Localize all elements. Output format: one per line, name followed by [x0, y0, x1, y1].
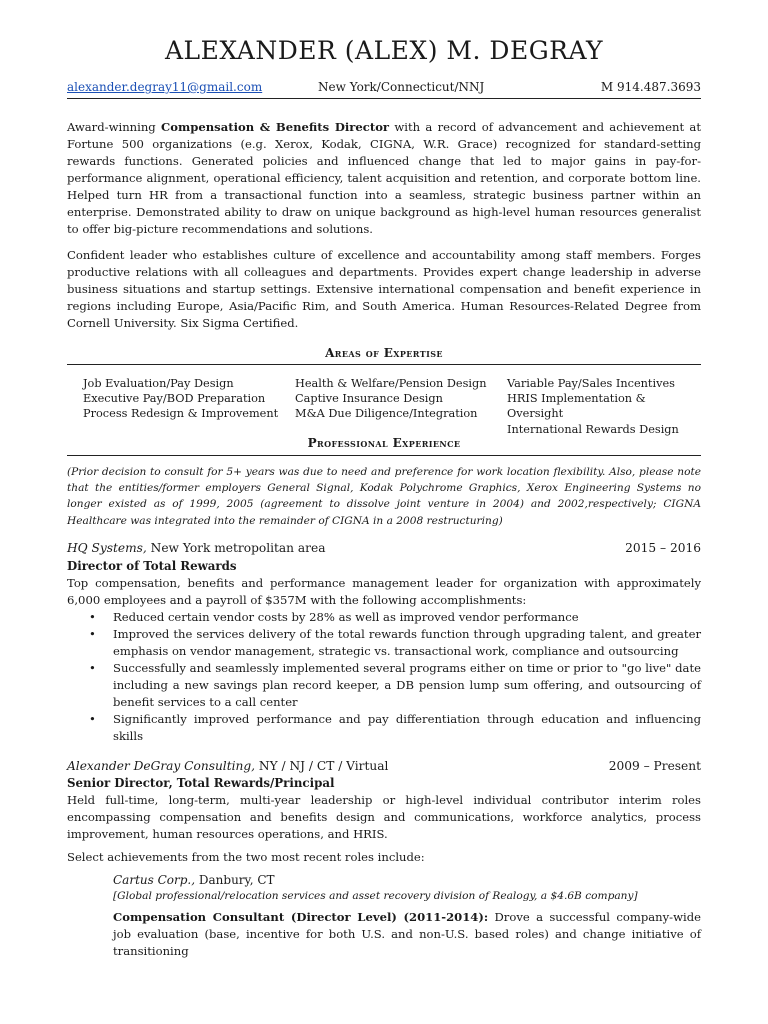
bullet-icon: • [89, 627, 96, 641]
expertise-column-1 [83, 376, 278, 422]
summary-paragraph-1 [67, 119, 701, 238]
bullet-icon: • [89, 610, 96, 624]
job-1-company: HQ Systems, [67, 541, 147, 555]
client-role-text: Drove a successful company-wide job evaluation (base, incentive for both U.S. and non-U.S. based roles) and change initiative of transitioning [113, 910, 701, 958]
summary-body: with a record of advancement and achievement at Fortune 500 organizations (e.g. Xerox, Kodak, CIGNA, W.R. Grace) recognized for standard-setting rewards functions. Generated policies and influenced change that led to major gains in pay-for-performance alignment, operational efficiency, talent acquisition and retention, and corporate bottom line. Helped turn HR from a transactional function into a seamless, strategic business partner within an enterprise. Demonstrated ability to draw on unique background as high-level human resources generalist to offer big-picture recommendations and solutions. [67, 120, 701, 236]
job-1-location: New York metropolitan area [146, 541, 326, 555]
expertise-item: International Rewards Design [507, 422, 679, 436]
location: New York/Connecticut/NNJ [318, 80, 485, 94]
job-1-bullets [67, 609, 701, 745]
job-2-company: Alexander DeGray Consulting, [67, 759, 256, 773]
summary-role: Compensation & Benefits Director [161, 120, 390, 134]
expertise-item: HRIS Implementation & Oversight [507, 392, 646, 421]
client-location: Danbury, CT [195, 873, 275, 887]
job-2-header [67, 759, 701, 773]
list-item: • Successfully and seamlessly implemented several programs either on time or prior to "go live" date including a new savings plan record keeper, a DB pension lump sum offering, and outsourcing of benefit services to a call center [89, 661, 701, 709]
job-2-title: Senior Director, Total Rewards/Principal [67, 776, 335, 790]
experience-divider [67, 455, 701, 456]
job-2-description: Held full-time, long-term, multi-year leadership or high-level individual contributor interim roles encompassing compensation and benefits design and communications, workforce analytics, process improvement, human resources operations, and HRIS. [67, 793, 701, 841]
contact-bar [67, 80, 701, 99]
summary-intro: Award-winning [67, 120, 162, 134]
summary-paragraph-2: Confident leader who establishes culture of excellence and accountability among staff members. Forges productive relations with all colleagues and departments. Provides expert change leadership in adverse business situations and startup settings. Extensive international compensation and benefit experience in regions including Europe, Asia/Pacific Rim, and South America. Human Resources-Related Degree from Cornell University. Six Sigma Certified. [67, 248, 701, 330]
client-role-title: Compensation Consultant (Director Level) (2011-2014): [113, 910, 489, 924]
expertise-heading: Areas of Expertise [325, 346, 443, 360]
job-1-description: Top compensation, benefits and performance management leader for organization with approximately 6,000 employees and a payroll of $357M with the following accomplishments: [67, 576, 701, 607]
bullet-icon: • [89, 661, 96, 675]
job-2-select-intro: Select achievements from the two most recent roles include: [67, 850, 425, 864]
phone-number: M 914.487.3693 [600, 80, 701, 94]
expertise-item: M&A Due Diligence/Integration [295, 407, 478, 421]
client-role [113, 909, 701, 960]
list-item: • Improved the services delivery of the total rewards function through upgrading talent, and greater emphasis on vendor management, strategic vs. transactional work, compliance and outsourcing [89, 627, 701, 658]
expertise-divider [67, 364, 701, 365]
job-2-location: NY / NJ / CT / Virtual [255, 759, 389, 773]
expertise-item: Health & Welfare/Pension Design [295, 377, 487, 390]
expertise-column-2 [295, 376, 487, 422]
job-1-header [67, 541, 701, 555]
candidate-name: ALEXANDER (ALEX) M. DEGRAY [164, 36, 604, 65]
experience-heading: Professional Experience [307, 436, 461, 450]
expertise-item: Variable Pay/Sales Incentives [507, 377, 675, 390]
expertise-item: Process Redesign & Improvement [83, 407, 279, 421]
expertise-column-3 [507, 376, 703, 437]
email-link[interactable]: alexander.degray11@gmail.com [67, 80, 263, 94]
expertise-item: Executive Pay/BOD Preparation [83, 392, 266, 406]
expertise-item: Job Evaluation/Pay Design [83, 377, 234, 390]
expertise-item: Captive Insurance Design [295, 392, 443, 406]
bullet-icon: • [89, 712, 96, 726]
client-description: [Global professional/relocation services and asset recovery division of Realogy, a $4.6B company] [113, 890, 638, 902]
client-header [113, 873, 701, 887]
list-item: • Reduced certain vendor costs by 28% as well as improved vendor performance [89, 610, 579, 624]
job-2-dates: 2009 – Present [608, 759, 701, 773]
job-1-dates: 2015 – 2016 [625, 541, 701, 555]
client-name: Cartus Corp., [113, 873, 196, 887]
job-1-title: Director of Total Rewards [67, 559, 237, 573]
experience-note: (Prior decision to consult for 5+ years was due to need and preference for work location flexibility. Also, please note that the entities/former employers General Signal, Kodak Polychrome Graphics, Xerox Engineering Systems no longer existed as of 1999, 2005 (agreement to dissolve joint venture in 2004) and 2002,respectively; CIGNA Healthcare was integrated into the remainder of CIGNA in a 2008 restructuring) [67, 466, 701, 527]
list-item: • Significantly improved performance and pay differentiation through education and influencing skills [89, 712, 701, 743]
